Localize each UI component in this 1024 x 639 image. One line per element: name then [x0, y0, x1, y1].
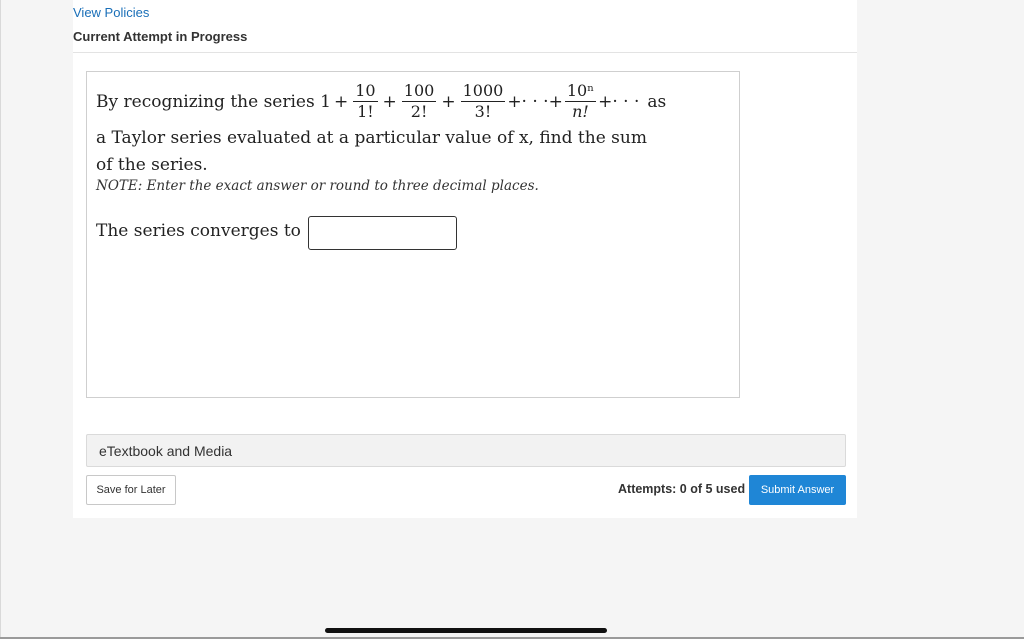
- plus-sign: +: [333, 91, 349, 112]
- series-term-2: [402, 82, 437, 121]
- term-denominator: 3!: [474, 102, 492, 121]
- series-ellipsis: +· · ·: [598, 91, 640, 112]
- attempt-status-title: Current Attempt in Progress: [73, 29, 248, 44]
- window-left-border: [0, 0, 1, 639]
- question-intro: By recognizing the series 1: [96, 91, 331, 112]
- submit-answer-button[interactable]: Submit Answer: [749, 475, 846, 505]
- answer-label: The series converges to: [96, 221, 301, 241]
- question-line-2: a Taylor series evaluated at a particular value of x, find the sum: [96, 128, 647, 148]
- question-note: NOTE: Enter the exact answer or round to three decimal places.: [96, 178, 539, 194]
- view-policies-link[interactable]: View Policies: [73, 5, 150, 20]
- etextbook-media-section[interactable]: [86, 434, 846, 467]
- assignment-panel: [73, 0, 857, 518]
- term-numerator: 100: [403, 81, 435, 100]
- answer-input[interactable]: [308, 216, 457, 250]
- attempts-counter: Attempts: 0 of 5 used: [618, 482, 746, 496]
- series-term-1: [353, 82, 377, 121]
- term-denominator: 1!: [357, 102, 374, 121]
- question-box: [86, 71, 740, 398]
- series-term-n: [565, 82, 596, 121]
- series-ellipsis: +· · ·+: [507, 91, 563, 112]
- term-denominator: n!: [572, 102, 589, 121]
- save-for-later-button[interactable]: Save for Later: [86, 475, 176, 505]
- term-numerator: 10: [355, 81, 376, 100]
- question-series-line: [96, 82, 666, 121]
- term-denominator: 2!: [410, 102, 428, 121]
- question-line-3: of the series.: [96, 155, 208, 175]
- term-numerator: 10ⁿ: [566, 81, 595, 100]
- series-term-3: [461, 82, 506, 121]
- plus-sign: +: [382, 91, 397, 112]
- term-numerator: 1000: [462, 81, 504, 100]
- header-divider: [73, 52, 857, 53]
- etextbook-media-label: eTextbook and Media: [99, 443, 233, 459]
- home-indicator-bar: [325, 628, 607, 633]
- plus-sign: +: [441, 91, 456, 112]
- question-as-word: as: [647, 91, 667, 112]
